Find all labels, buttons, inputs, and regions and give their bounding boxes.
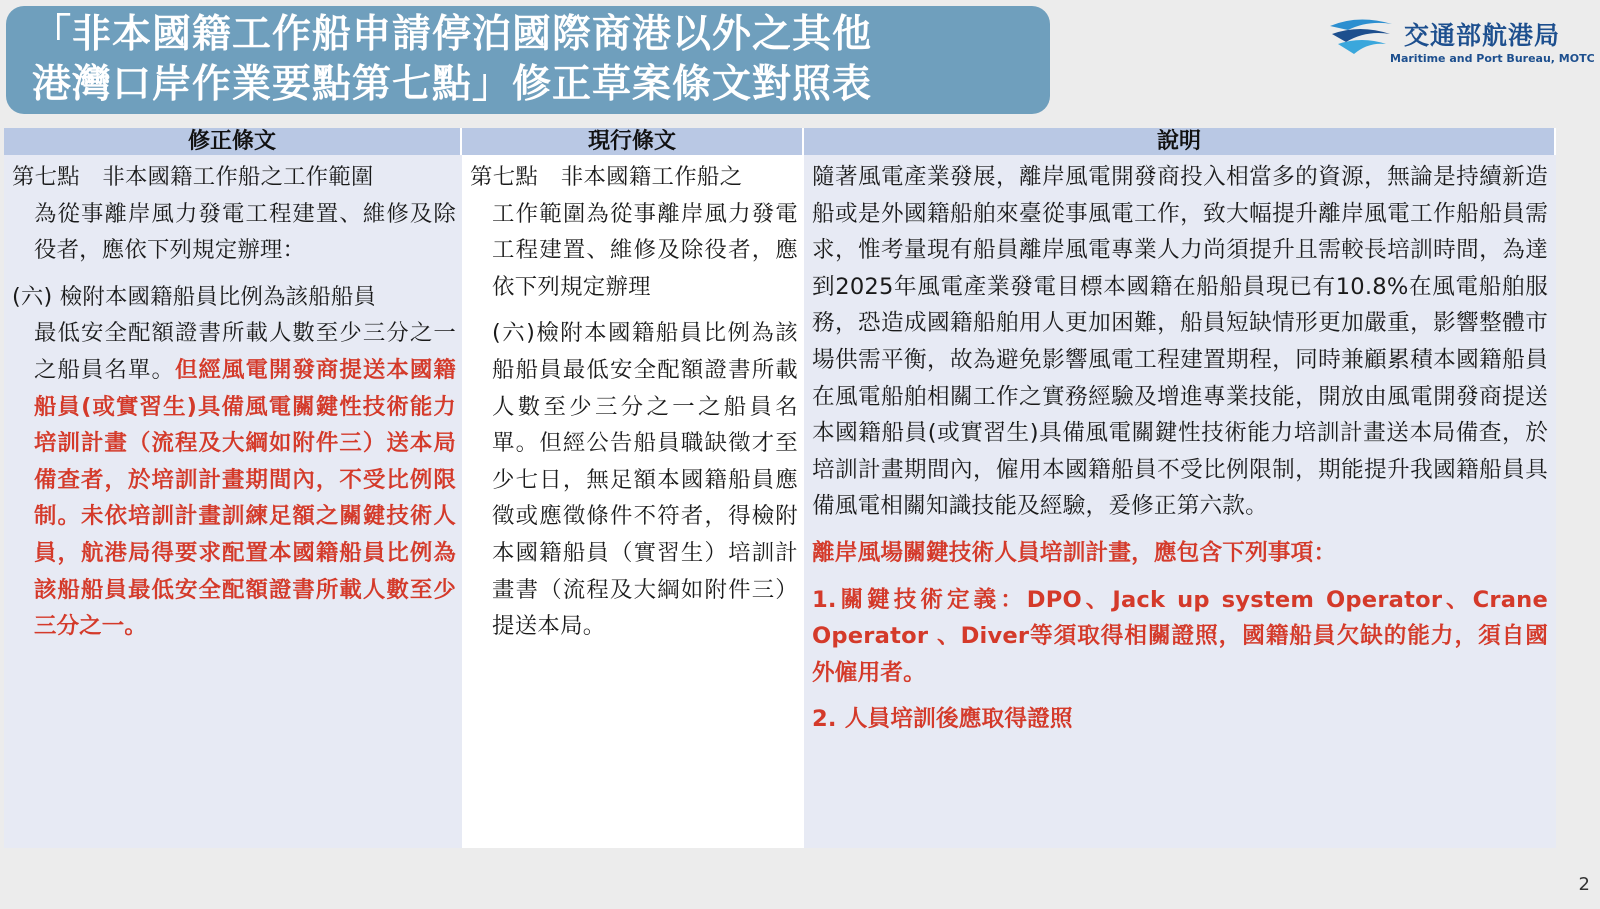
revised-amendment-text: 但經風電開發商提送本國籍船員(或實習生)具備風電關鍵性技術能力培訓計畫（流程及大綱如附件三）送本局備查者，於培訓計畫期間內，不受比例限制。未依培訓計畫訓練足額之關鍵技術人員，航港局得要求配置本國籍船員比例為該船船員最低安全配額證書所載人數至少三分之一。 (34, 356, 456, 640)
header-explanation: 說明 (804, 128, 1556, 155)
logo-name-cn: 交通部航港局 (1404, 21, 1561, 50)
revised-para-1-first-line: 第七點 非本國籍工作船之工作範圍 (12, 164, 374, 190)
slide-title-line1: 「非本國籍工作船申請停泊國際商港以外之其他 (32, 12, 873, 57)
logo-name-en: Maritime and Port Bureau, MOTC (1390, 52, 1595, 65)
revised-para-2-first-line: (六) 檢附本國籍船員比例為該船船員 (12, 283, 377, 310)
explanation-column (804, 128, 1556, 848)
revised-para-1-rest: 為從事離岸風力發電工程建置、維修及除役者，應依下列規定辦理： (34, 200, 456, 264)
revised-normal-text: 最低安全配額證書所載人數至少三分之一之船員名單。 (34, 320, 456, 383)
current-column (462, 128, 804, 848)
comparison-table (4, 128, 1556, 848)
revised-text (4, 155, 462, 645)
revised-para-2-rest (12, 315, 456, 644)
explanation-para-2: 離岸風場關鍵技術人員培訓計畫，應包含下列事項： (812, 539, 1337, 566)
explanation-text (804, 155, 1556, 738)
explanation-para-3: 1.關鍵技術定義：DPO、Jack up system Operator、Crane Operator 、Diver等須取得相關證照，國籍船員欠缺的能力，須自國外僱用者。 (812, 586, 1548, 686)
header-revised: 修正條文 (4, 128, 462, 155)
current-para-1 (470, 159, 798, 305)
revised-para-1 (12, 159, 456, 269)
slide-title-line2: 港灣口岸作業要點第七點」修正草案條文對照表 (32, 62, 873, 107)
explanation-para-4: 2. 人員培訓後應取得證照 (812, 706, 1073, 733)
header-current: 現行條文 (462, 128, 804, 155)
page-number: 2 (1578, 874, 1590, 895)
current-text (462, 155, 804, 645)
explanation-para-1: 隨著風電產業發展，離岸風電開發商投入相當多的資源，無論是持續新造船或是外國籍船舶來臺從事風電工作，致大幅提升離岸風電工作船船員需求，惟考量現有船員離岸風電專業人力尚須提升且需較長培訓時間，為達到2025年風電產業發電目標本國籍在船船員現已有10.8%在風電船舶服務，恐造成國籍船舶用人更加困難，船員短缺情形更加嚴重，影響整體市場供需平衡，故為避免影響風電工程建置期程，同時兼顧累積本國籍船員在風電船舶相關工作之實務經驗及增進專業技能，開放由風電開發商提送本國籍船員(或實習生)具備風電關鍵性技術能力培訓計畫送本局備查，於培訓計畫期間內，僱用本國籍船員不受比例限制，期能提升我國籍船員具備風電相關知識技能及經驗，爰修正第六款。 (812, 164, 1548, 520)
slide-title (6, 6, 1050, 114)
revised-column (4, 128, 462, 848)
current-para-2: (六)檢附本國籍船員比例為該船船員最低安全配額證書所載人數至少三分之一之船員名單。但經公告船員職缺徵才至少七日，無足額本國籍船員應徵或應徵條件不符者，得檢附本國籍船員（實習生）培訓計畫書（流程及大綱如附件三）提送本局。 (492, 320, 798, 640)
wave-logo-icon (1328, 16, 1394, 60)
current-para-1-first-line: 第七點 非本國籍工作船之 (470, 164, 743, 190)
mpb-logo (1328, 14, 1595, 74)
revised-para-2 (12, 279, 456, 645)
current-para-1-rest: 工作範圍為從事離岸風力發電工程建置、維修及除役者，應依下列規定辦理 (492, 200, 798, 300)
